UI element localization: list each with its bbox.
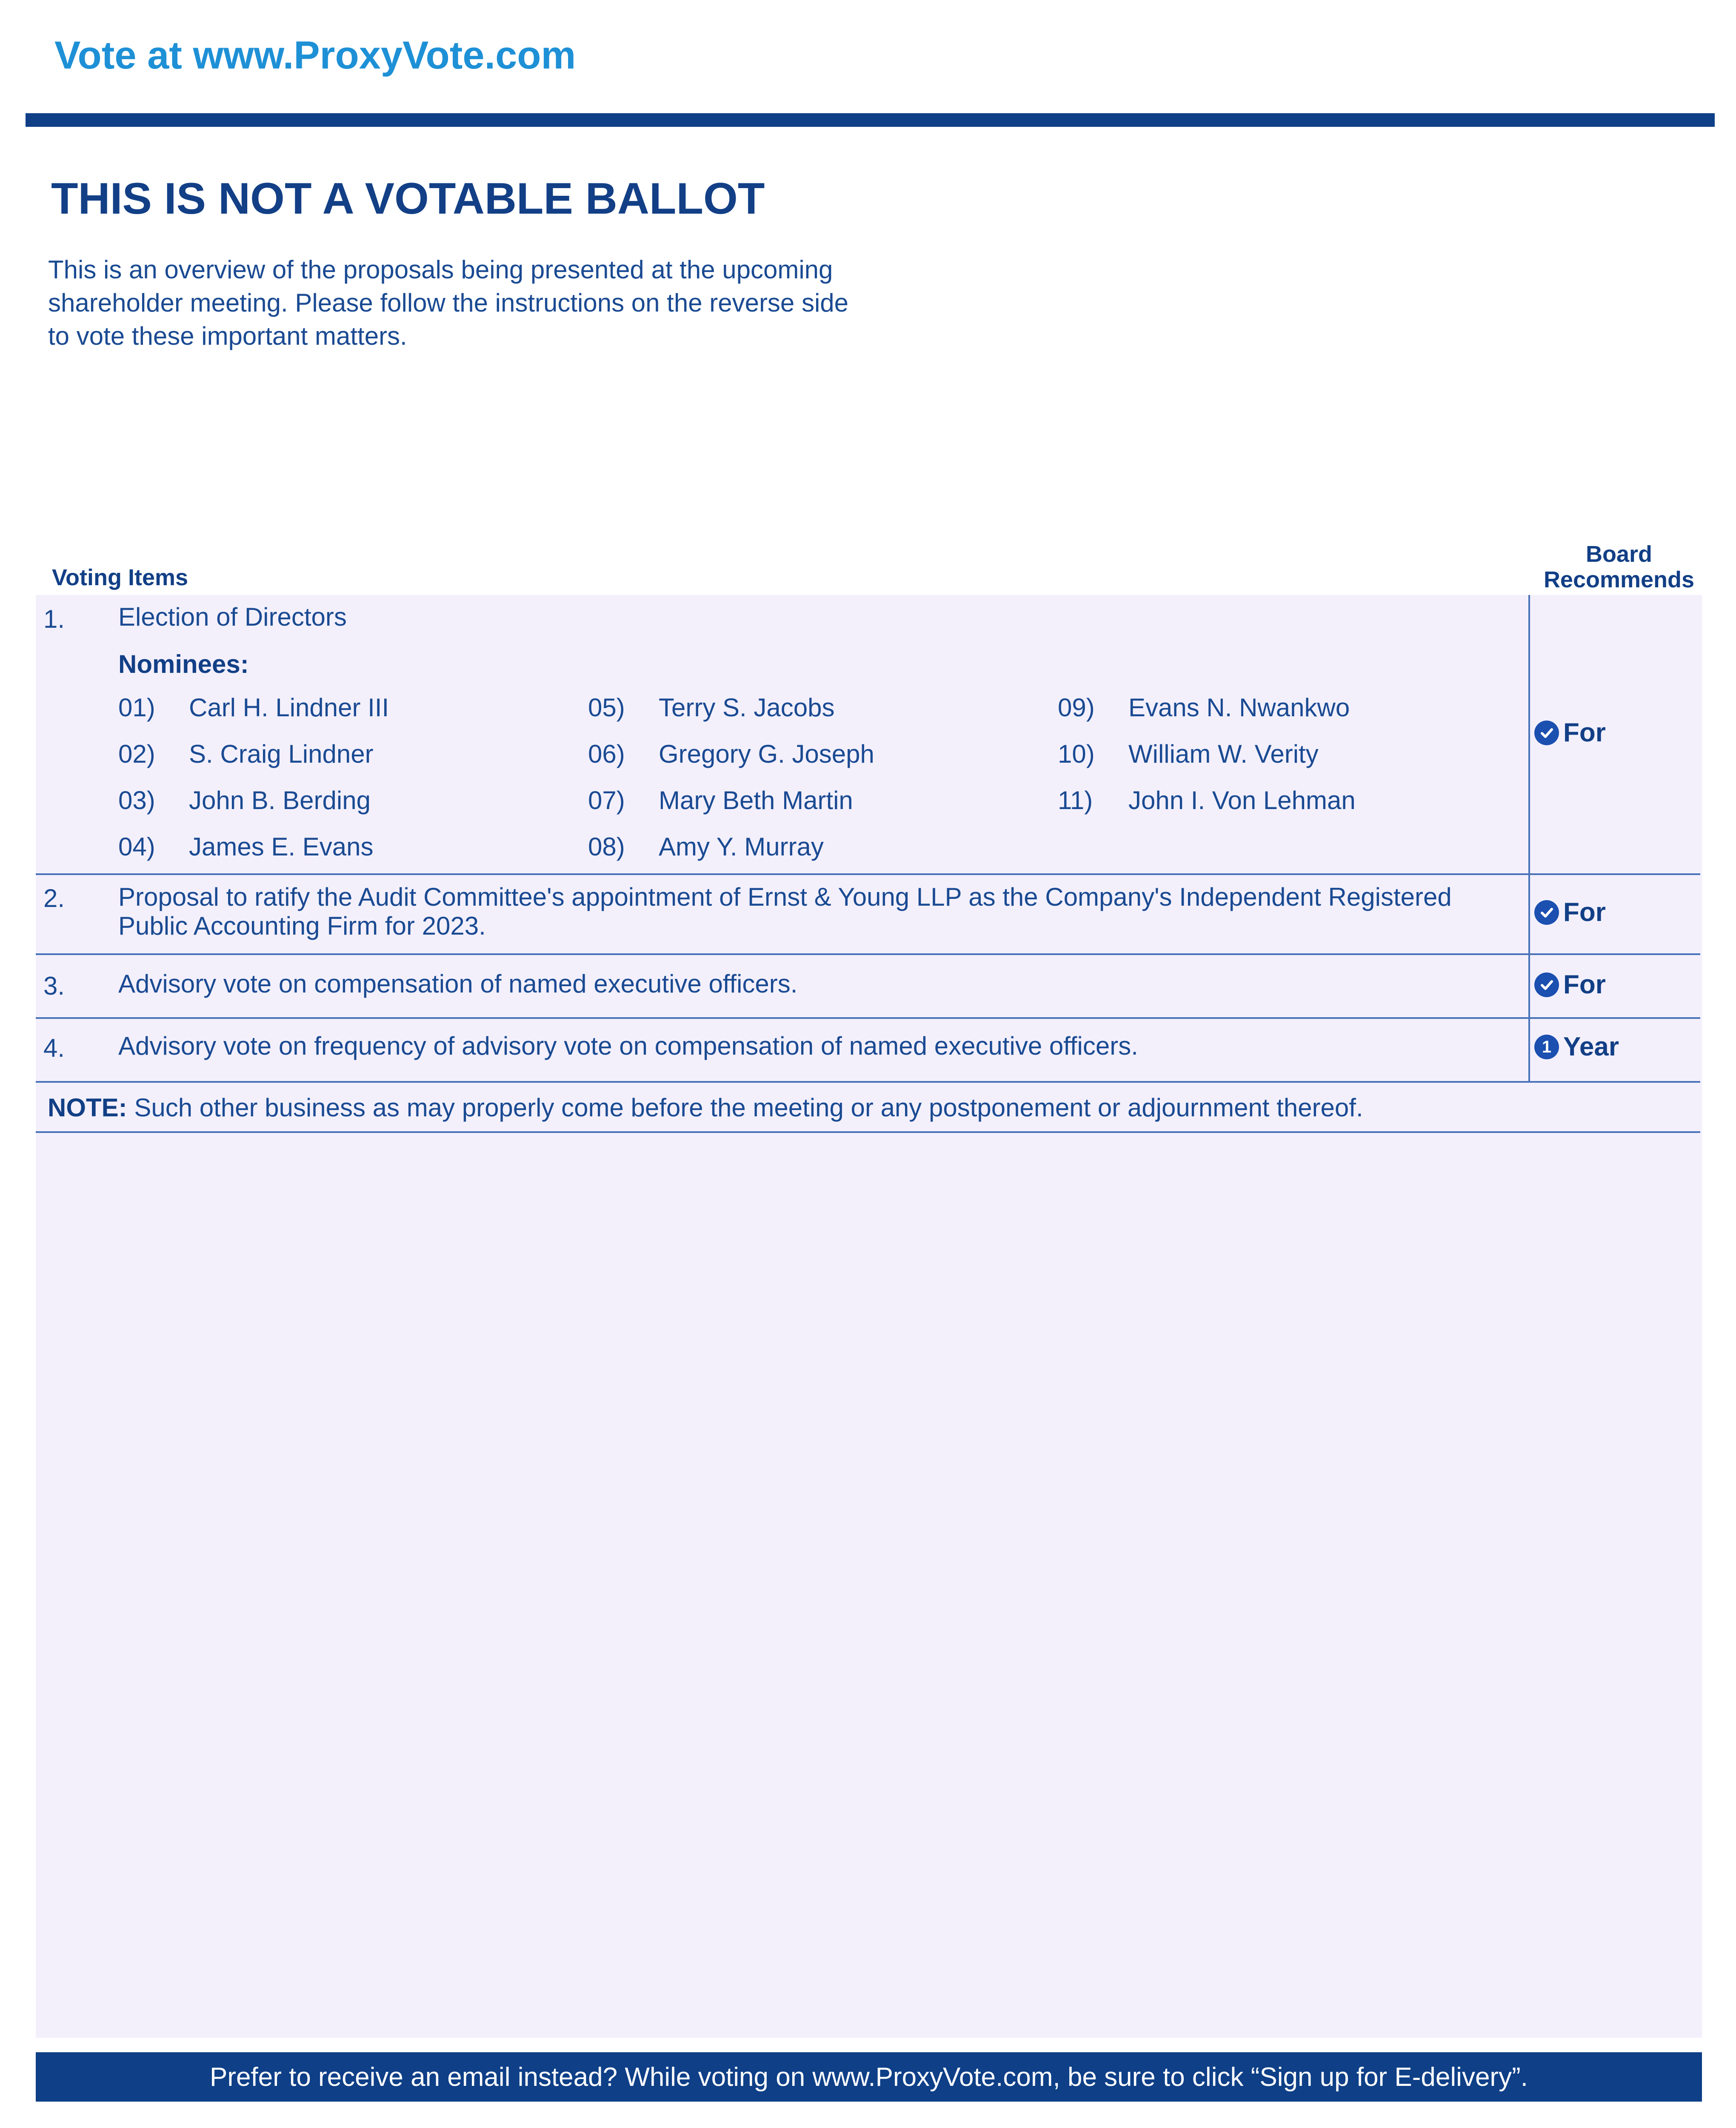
item-number: 4. [43,1034,65,1062]
board-recommendation [1534,1032,1619,1062]
nominee: 02) S. Craig Lindner [118,740,374,768]
board-recommends-header: Board Recommends [1543,541,1695,592]
voting-item-1 [36,595,1700,872]
nominee: 06) Gregory G. Joseph [588,740,874,768]
nominees-label: Nominees: [118,650,249,678]
nominee: 07) Mary Beth Martin [588,786,853,815]
item-text: Advisory vote on compensation of named executive officers. [118,970,798,998]
edelivery-footer [36,2052,1702,2102]
nominee: 08) Amy Y. Murray [588,832,824,861]
item-text: Proposal to ratify the Audit Committee's appointment of Ernst & Young LLP as the Company's Independent Registered Public Accounting Firm for 2023. [118,883,1452,940]
check-circle-icon [1534,972,1559,997]
item-number: 2. [43,884,65,912]
nominee: 03) John B. Berding [118,786,371,815]
voting-item-3 [36,955,1700,1017]
nominee: 05) Terry S. Jacobs [588,693,835,722]
nominee: 11) John I. Von Lehman [1058,786,1356,815]
recommendation-value: For [1563,898,1606,927]
row-divider [36,1131,1700,1133]
note-text: NOTE: Such other business as may properly come before the meeting or any postponement or adjournment thereof. [48,1093,1363,1122]
item-number: 1. [43,605,65,633]
recommendation-value: For [1563,718,1606,747]
item-number: 3. [43,972,65,1000]
header-divider [26,113,1715,127]
row-divider [36,1081,1700,1083]
nominee: 01) Carl H. Lindner III [118,693,389,722]
recommendation-value: For [1563,970,1606,999]
check-circle-icon [1534,721,1559,745]
voting-items-header: Voting Items [52,565,188,590]
proxyvote-link[interactable]: Vote at www.ProxyVote.com [54,34,576,77]
board-recommendation [1534,897,1606,927]
page-title: THIS IS NOT A VOTABLE BALLOT [51,174,765,223]
item-text: Election of Directors [118,603,347,631]
recommendation-value: Year [1563,1032,1619,1061]
voting-item-2 [36,875,1700,953]
board-recommendation [1534,718,1606,748]
intro-text: This is an overview of the proposals being presented at the upcoming shareholder meeting. Please follow the instructions on the reverse side to vote these important matters. [48,255,849,350]
nominee: 09) Evans N. Nwankwo [1058,693,1350,722]
item-text: Advisory vote on frequency of advisory vote on compensation of named executive officers. [118,1032,1138,1060]
board-recommendation [1534,970,1606,1000]
nominee: 04) James E. Evans [118,832,374,861]
footer-text: Prefer to receive an email instead? While voting on www.ProxyVote.com, be sure to click “Sign up for E-delivery”. [210,2062,1528,2092]
number-circle-icon: 1 [1534,1035,1559,1059]
check-circle-icon [1534,900,1559,925]
nominee: 10) William W. Verity [1058,740,1319,768]
voting-item-4 [36,1019,1700,1081]
